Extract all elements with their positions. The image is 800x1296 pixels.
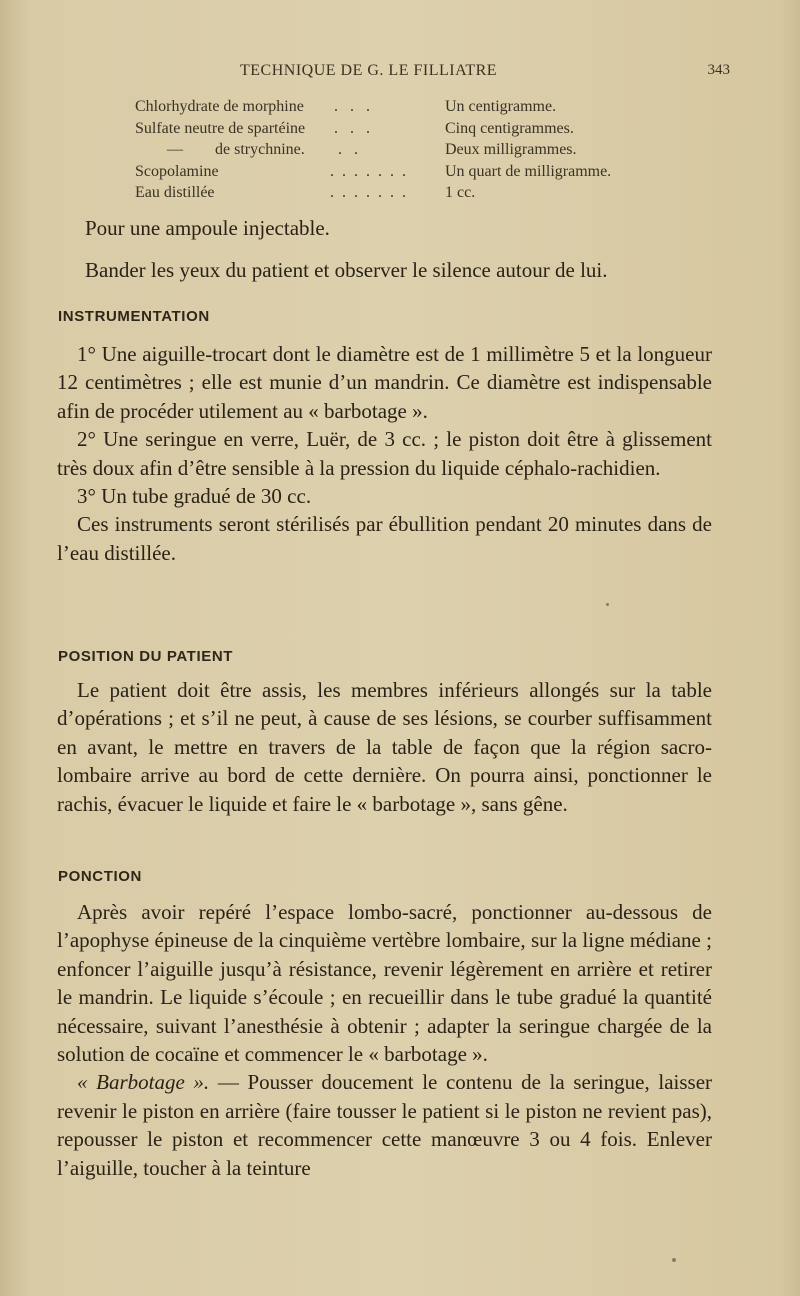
paragraph: Le patient doit être assis, les membres inférieurs allongés sur la table d’opérations ; et s’il ne peut, à cause de ses lésions, se courber suffisamment en avant, le mettre en travers de la table de façon que la région sacro-lombaire arrive au bord de cette dernière. On pourra ainsi, ponctionner le rachis, évacuer le liquide et faire le « barbotage », sans gêne.	[57, 678, 712, 816]
leader-dots: . . . . . . .	[330, 162, 406, 180]
leader-dots: . . .	[330, 119, 370, 137]
ingredient-name: — de strychnine.	[135, 141, 305, 158]
ingredient-quantity: 1 cc.	[445, 184, 476, 201]
bandage-text: Bander les yeux du patient et observer le silence autour de lui.	[85, 258, 608, 282]
instrumentation-body	[57, 340, 712, 567]
leader-dots: . . .	[330, 98, 370, 115]
paragraph: Après avoir repéré l’espace lombo-sacré, ponctionner au-dessous de l’apophyse épineuse de la cinquième vertèbre lombaire, sur la ligne médiane ; enfoncer l’aiguille jusqu’à résistance, revenir légèrement en arrière et retirer le mandrin. Le liquide s’écoule ; en recueillir dans le tube gradué la quantité nécessaire, suivant l’anesthésie à obtenir ; adapter la seringue chargée de la solution de cocaïne et commencer le « barbotage ».	[57, 900, 712, 1067]
ampoule-text: Pour une ampoule injectable.	[85, 216, 330, 240]
ingredient-quantity: Cinq centigrammes.	[445, 119, 574, 137]
formula-row	[135, 96, 695, 118]
page-header	[60, 62, 730, 84]
barbotage-text: — Pousser doucement le contenu de la seringue, laisser revenir le piston en arrière (faire tousser le patient si le piston ne revient pas), repousser le piston et recommencer cette manœuvre 3 ou 4 fois. Enlever l’aiguille, toucher à la teinture	[57, 1070, 713, 1180]
section-heading-ponction: PONCTION	[58, 868, 142, 885]
prescription-formula	[135, 96, 695, 204]
ampoule-line	[57, 214, 712, 242]
ingredient-quantity: Deux milligrammes.	[445, 141, 577, 158]
formula-row	[135, 161, 695, 183]
formula-row	[135, 139, 695, 161]
leader-dots: . .	[330, 141, 358, 158]
barbotage-label: « Barbotage ».	[77, 1070, 210, 1095]
section-heading-instrumentation: INSTRUMENTATION	[58, 308, 210, 325]
paragraph: Ces instruments seront stérilisés par ébullition pendant 20 minutes dans de l’eau distillée.	[57, 512, 712, 565]
ingredient-name: Scopolamine	[135, 162, 219, 180]
position-body	[57, 676, 712, 818]
ingredient-name: Sulfate neutre de spartéine	[135, 119, 306, 137]
ingredient-quantity: Un centigramme.	[445, 98, 557, 115]
leader-dots: . . . . . . .	[330, 184, 406, 201]
paragraph: 1° Une aiguille-trocart dont le diamètre est de 1 millimètre 5 et la longueur 12 centimètres ; elle est munie d’un mandrin. Ce diamètre est indispensable afin de procéder utilement au « barbotage ».	[57, 342, 712, 423]
ink-spot	[606, 603, 609, 606]
ink-spot	[672, 1258, 676, 1262]
ingredient-name: Chlorhydrate de morphine	[135, 98, 304, 115]
ponction-body	[57, 898, 712, 1182]
bandage-line	[57, 256, 730, 284]
paragraph: 2° Une seringue en verre, Luër, de 3 cc. ; le piston doit être à glissement très doux afin d’être sensible à la pression du liquide céphalo-rachidien.	[57, 427, 712, 480]
section-heading-position: POSITION DU PATIENT	[58, 648, 234, 665]
page-number: 343	[707, 62, 730, 78]
formula-row	[135, 182, 695, 204]
ingredient-name: Eau distillée	[135, 184, 215, 201]
ingredient-quantity: Un quart de milligramme.	[445, 162, 612, 180]
running-title: TECHNIQUE DE G. LE FILLIATRE	[240, 62, 498, 79]
paragraph: 3° Un tube gradué de 30 cc.	[77, 484, 312, 509]
paragraph	[57, 1068, 712, 1182]
formula-row	[135, 118, 695, 140]
